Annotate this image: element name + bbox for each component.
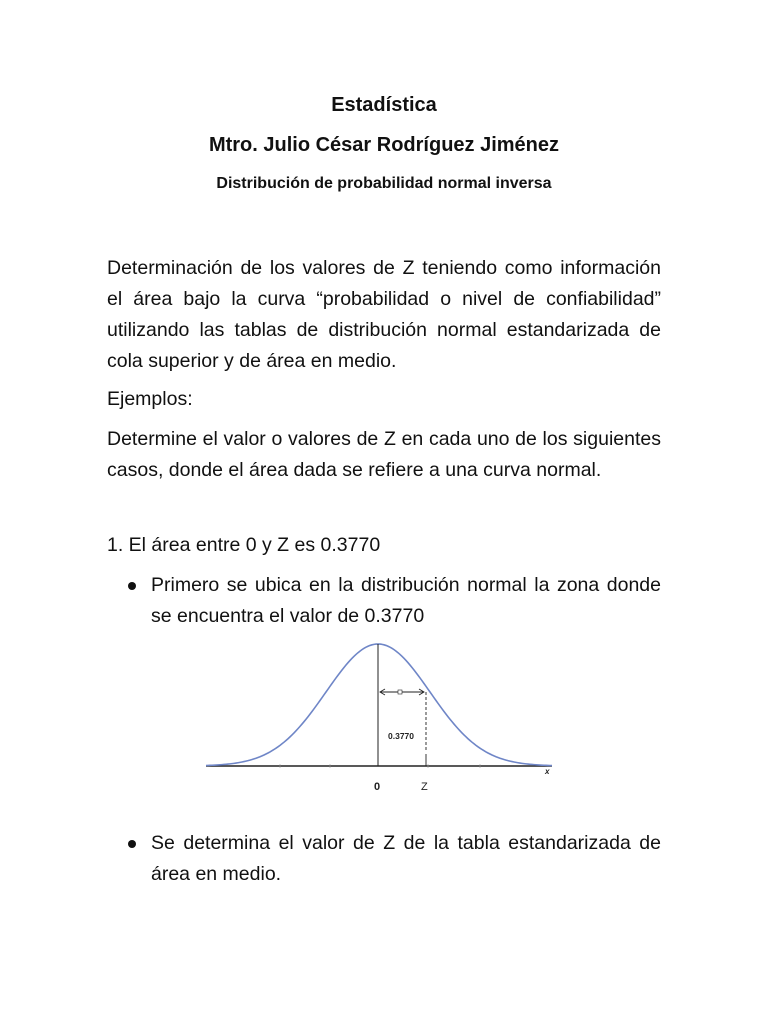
bullet-item-1: Primero se ubica en la distribución normal la zona donde se encuentra el valor de 0.3770 xyxy=(151,574,661,627)
arrow-marker-icon xyxy=(398,690,402,694)
bell-curve xyxy=(206,644,552,766)
page-subtitle: Distribución de probabilidad normal inversa xyxy=(216,175,552,192)
instruction-paragraph: Determine el valor o valores de Z en cada uno de los siguientes casos, donde el área dada se refiere a una curva normal. xyxy=(107,428,661,481)
case-1-statement: 1. El área entre 0 y Z es 0.3770 xyxy=(107,534,381,556)
author-name: Mtro. Julio César Rodríguez Jiménez xyxy=(208,134,560,156)
bullet-item-2: Se determina el valor de Z de la tabla estandarizada de área en medio. xyxy=(151,832,661,885)
normal-distribution-figure xyxy=(200,638,570,798)
bullet-dot-icon xyxy=(128,582,136,590)
area-value-label: 0.3770 xyxy=(388,731,414,741)
intro-paragraph: Determinación de los valores de Z teniendo como información el área bajo la curva “probabilidad o nivel de confiabilidad” utilizando las tablas de distribución normal estandarizada de cola superior y de área en medio. xyxy=(107,257,661,372)
zero-label: 0 xyxy=(374,781,381,793)
bullet-dot-icon xyxy=(128,840,136,848)
x-axis-label: x xyxy=(545,767,550,776)
z-label: Z xyxy=(421,781,428,793)
page-title: Estadística xyxy=(331,94,437,116)
examples-label: Ejemplos: xyxy=(107,388,193,410)
